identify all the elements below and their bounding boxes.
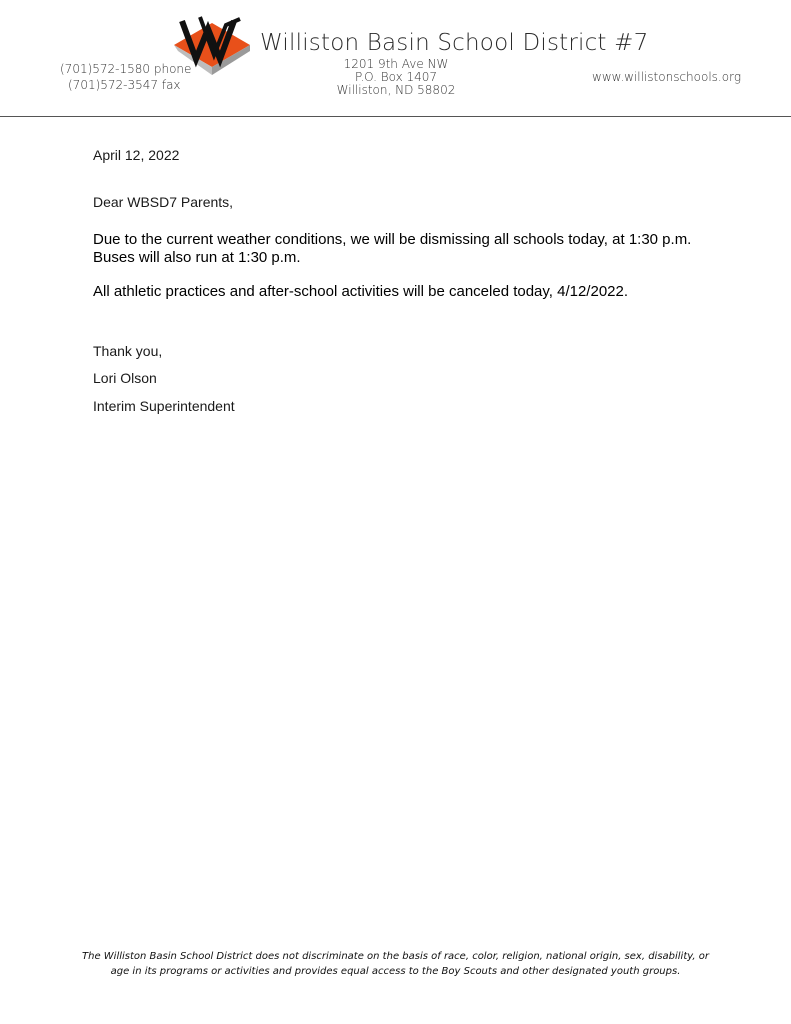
address-city: Williston, ND 58802 [336,83,456,97]
dismissal-line-2: Buses will also run at 1:30 p.m. [93,249,301,266]
dismissal-line-1: Due to the current weather conditions, we will be dismissing all schools today, at 1:30 p.m. [93,231,692,248]
activities-paragraph: All athletic practices and after-school activities will be canceled today, 4/12/2022. [93,283,629,300]
dismissal-paragraph [93,231,691,267]
letter-date: April 12, 2022 [93,147,180,163]
fax-number: (701)572-3547 fax [68,78,181,92]
header-divider [0,116,791,117]
website-url: www.willistonschools.org [592,70,742,84]
address-po-box: P.O. Box 1407 [354,70,438,84]
letter-greeting: Dear WBSD7 Parents, [93,194,234,210]
footer-line-2: age in its programs or activities and provides equal access to the Boy Scouts and other designated youth groups. [110,966,681,977]
letter-closing: Thank you, [93,343,163,359]
signer-name: Lori Olson [93,370,157,386]
footer-line-1: The Williston Basin School District does not discriminate on the basis of race, color, religion, national origin, sex, disability, or [82,951,709,962]
signer-title: Interim Superintendent [93,398,235,414]
district-name: Williston Basin School District #7 [260,30,649,56]
nondiscrimination-footer [60,949,731,979]
address-street: 1201 9th Ave NW [343,57,449,71]
phone-number: (701)572-1580 phone [60,62,192,76]
